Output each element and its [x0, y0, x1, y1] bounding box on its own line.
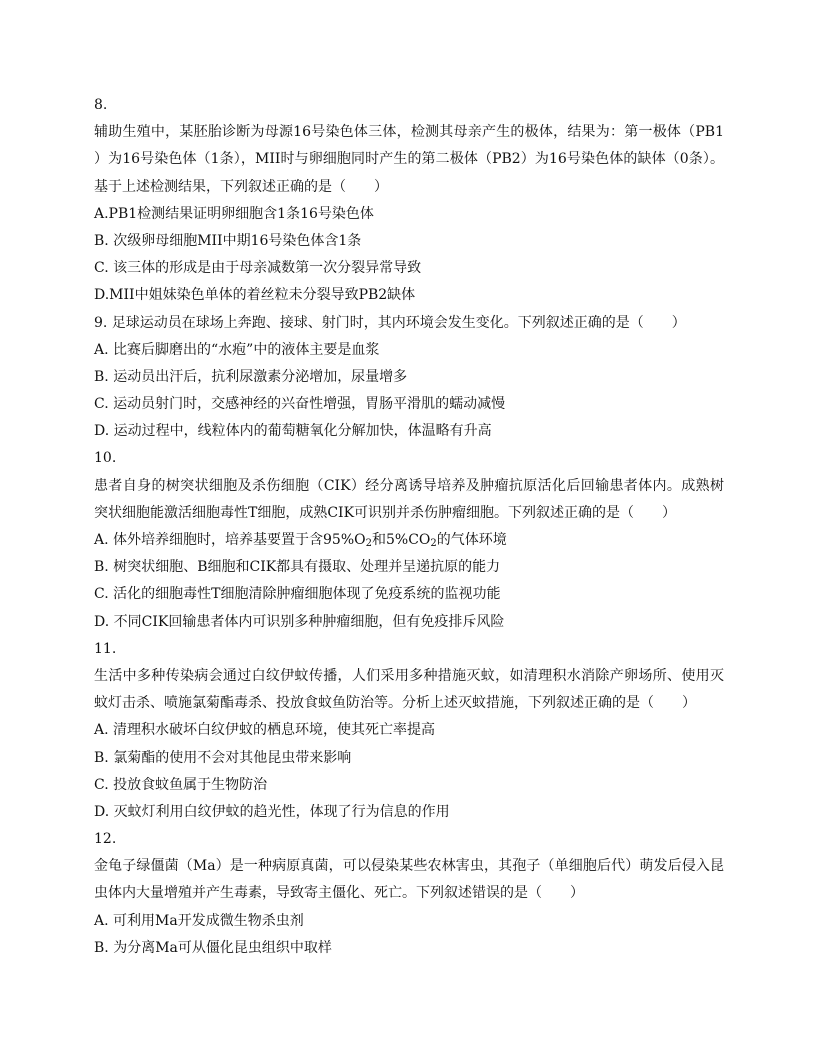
question-stem-line: 患者自身的树突状细胞及杀伤细胞（CIK）经分离诱导培养及肿瘤抗原活化后回输患者体内。成熟树 [94, 477, 724, 494]
question-stem-line: ）为16号染色体（1条），MII时与卵细胞同时产生的第二极体（PB2）为16号染色体的缺体（0条）。 [94, 151, 724, 168]
question-stem-line: 辅助生殖中，某胚胎诊断为母源16号染色体三体，检测其母亲产生的极体，结果为：第一极体（PB1 [94, 124, 724, 141]
answer-option: C. 活化的细胞毒性T细胞清除肿瘤细胞体现了免疫系统的监视功能 [94, 586, 501, 603]
answer-option: C. 该三体的形成是由于母亲减数第一次分裂异常导致 [94, 260, 422, 277]
answer-option: B. 次级卵母细胞MII中期16号染色体含1条 [94, 232, 362, 249]
option-text: A. 体外培养细胞时，培养基要置于含95%O [94, 532, 366, 548]
answer-option: B. 树突状细胞、B细胞和CIK都具有摄取、处理并呈递抗原的能力 [94, 559, 501, 576]
question-number: 10. [94, 450, 117, 467]
question-number: 9. [94, 314, 108, 331]
answer-option: B. 运动员出汗后，抗利尿激素分泌增加，尿量增多 [94, 368, 408, 385]
question-stem-line: 生活中多种传染病会通过白纹伊蚊传播，人们采用多种措施灭蚊，如清理积水消除产卵场所、使用灭 [94, 667, 724, 684]
answer-option: A.PB1检测结果证明卵细胞含1条16号染色体 [94, 205, 374, 222]
answer-option: B. 为分离Ma可从僵化昆虫组织中取样 [94, 939, 332, 956]
answer-option: A. 可利用Ma开发成微生物杀虫剂 [94, 912, 304, 929]
answer-option: D. 灭蚊灯利用白纹伊蚊的趋光性，体现了行为信息的作用 [94, 803, 450, 820]
option-text: 和5%CO [371, 532, 431, 548]
answer-option [94, 527, 724, 554]
question-number: 8. [94, 97, 108, 113]
question-stem-line: 虫体内大量增殖并产生毒素，导致寄主僵化、死亡。下列叙述错误的是（ ） [94, 885, 584, 902]
answer-option: A. 比赛后脚磨出的“水疱”中的液体主要是血浆 [94, 341, 380, 358]
question-stem-line: 蚊灯击杀、喷施氯菊酯毒杀、投放食蚊鱼防治等。分析上述灭蚊措施，下列叙述正确的是（ ） [94, 695, 696, 712]
question-stem-line [94, 310, 724, 337]
question-number: 11. [94, 640, 117, 657]
question-number: 12. [94, 831, 117, 848]
question-stem-line: 突状细胞能激活细胞毒性T细胞，成熟CIK可识别并杀伤肿瘤细胞。下列叙述正确的是（ ） [94, 504, 677, 521]
subscript: 2 [365, 538, 372, 549]
answer-option: B. 氯菊酯的使用不会对其他昆虫带来影响 [94, 749, 352, 766]
answer-option: C. 投放食蚊鱼属于生物防治 [94, 776, 268, 793]
question-stem-line: 基于上述检测结果，下列叙述正确的是（ ） [94, 178, 388, 195]
answer-option: A. 清理积水破坏白纹伊蚊的栖息环境，使其死亡率提高 [94, 722, 436, 739]
question-list [94, 92, 724, 962]
answer-option: C. 运动员射门时，交感神经的兴奋性增强，胃肠平滑肌的蠕动减慢 [94, 396, 506, 413]
question-stem-text: 足球运动员在球场上奔跑、接球、射门时，其内环境会发生变化。下列叙述正确的是（ ） [111, 314, 686, 331]
subscript: 2 [430, 538, 437, 549]
question-stem-line: 金龟子绿僵菌（Ma）是一种病原真菌，可以侵染某些农林害虫，其孢子（单细胞后代）萌发后侵入昆 [94, 858, 724, 875]
answer-option: D.MII中姐妹染色单体的着丝粒未分裂导致PB2缺体 [94, 287, 416, 304]
answer-option: D. 运动过程中，线粒体内的葡萄糖氧化分解加快，体温略有升高 [94, 423, 492, 440]
answer-option: D. 不同CIK回输患者体内可识别多种肿瘤细胞，但有免疫排斥风险 [94, 613, 505, 630]
option-text: 的气体环境 [436, 532, 507, 548]
